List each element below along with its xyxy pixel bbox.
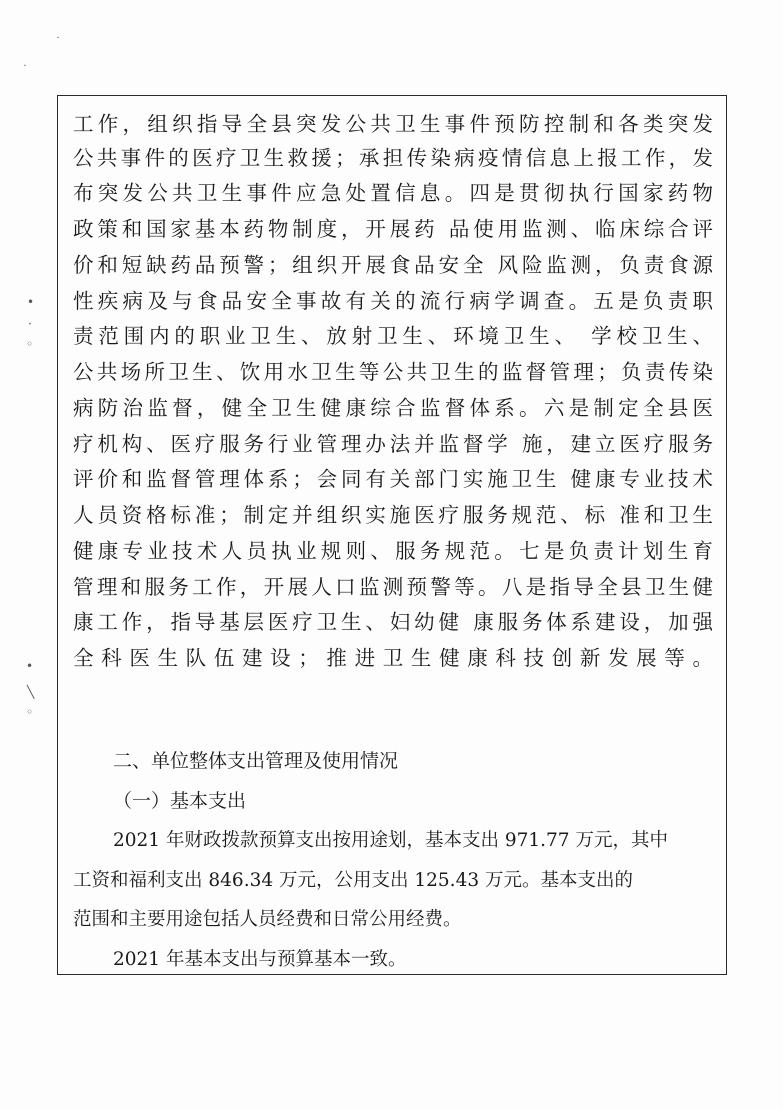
hole-punch-mark: ◦: [26, 705, 34, 719]
basic-expense-line-3: 范围和主要用途包括人员经费和日常公用经费。: [73, 909, 462, 930]
closing-line: 2021 年基本支出与预算基本一致。: [113, 949, 407, 970]
body-line-4: 政策和国家基本药物制度，开展药 品使用监测、临床综合评: [73, 217, 713, 241]
hole-punch-mark: •: [26, 659, 34, 673]
body-line-16: 全科医生队伍建设；推进卫生健康科技创新发展等。: [73, 646, 713, 670]
hole-punch-mark: ╲: [27, 685, 35, 699]
body-line-8: 公共场所卫生、饮用水卫生等公共卫生的监督管理；负责传染: [73, 360, 713, 384]
hole-punch-mark: ·: [28, 317, 32, 331]
section-heading: 二、单位整体支出管理及使用情况: [113, 750, 399, 772]
body-line-11: 评价和监督管理体系；会同有关部门实施卫生 健康专业技术: [73, 467, 713, 491]
basic-expense-line-1: 2021 年财政拨款预算支出按用途划，基本支出 971.77 万元，其中: [113, 830, 668, 851]
body-line-14: 管理和服务工作，开展人口监测预警等。八是指导全县卫生健: [73, 575, 713, 599]
subsection-heading: （一）基本支出: [113, 790, 247, 812]
hole-punch-mark: •: [27, 295, 35, 309]
body-line-6: 性疾病及与食品安全事故有关的流行病学调查。五是负责职: [73, 289, 713, 313]
body-line-1: 工作，组织指导全县突发公共卫生事件预防控制和各类突发: [73, 112, 713, 136]
scan-speck: ˙: [22, 63, 28, 77]
body-line-13: 健康专业技术人员执业规则、服务规范。七是负责计划生育: [73, 539, 713, 563]
body-line-2: 公共事件的医疗卫生救援；承担传染病疫情信息上报工作，发: [73, 146, 713, 170]
basic-expense-line-2: 工资和福利支出 846.34 万元，公用支出 125.43 万元。基本支出的: [73, 870, 633, 891]
body-line-15: 康工作，指导基层医疗卫生、妇幼健 康服务体系建设，加强: [73, 610, 713, 634]
hole-punch-mark: ◦: [26, 337, 34, 351]
body-line-7: 责范围内的职业卫生、放射卫生、环境卫生、 学校卫生、: [73, 324, 713, 348]
body-line-9: 病防治监督，健全卫生健康综合监督体系。六是制定全县医: [73, 396, 713, 420]
body-line-5: 价和短缺药品预警；组织开展食品安全 风险监测，负责食源: [73, 253, 713, 277]
scan-speck: ˙: [55, 35, 61, 49]
body-line-10: 疗机构、医疗服务行业管理办法并监督学 施，建立医疗服务: [73, 432, 713, 456]
body-line-12: 人员资格标准；制定并组织实施医疗服务规范、标 准和卫生: [73, 503, 713, 527]
body-line-3: 布突发公共卫生事件应急处置信息。四是贯彻执行国家药物: [73, 181, 713, 205]
